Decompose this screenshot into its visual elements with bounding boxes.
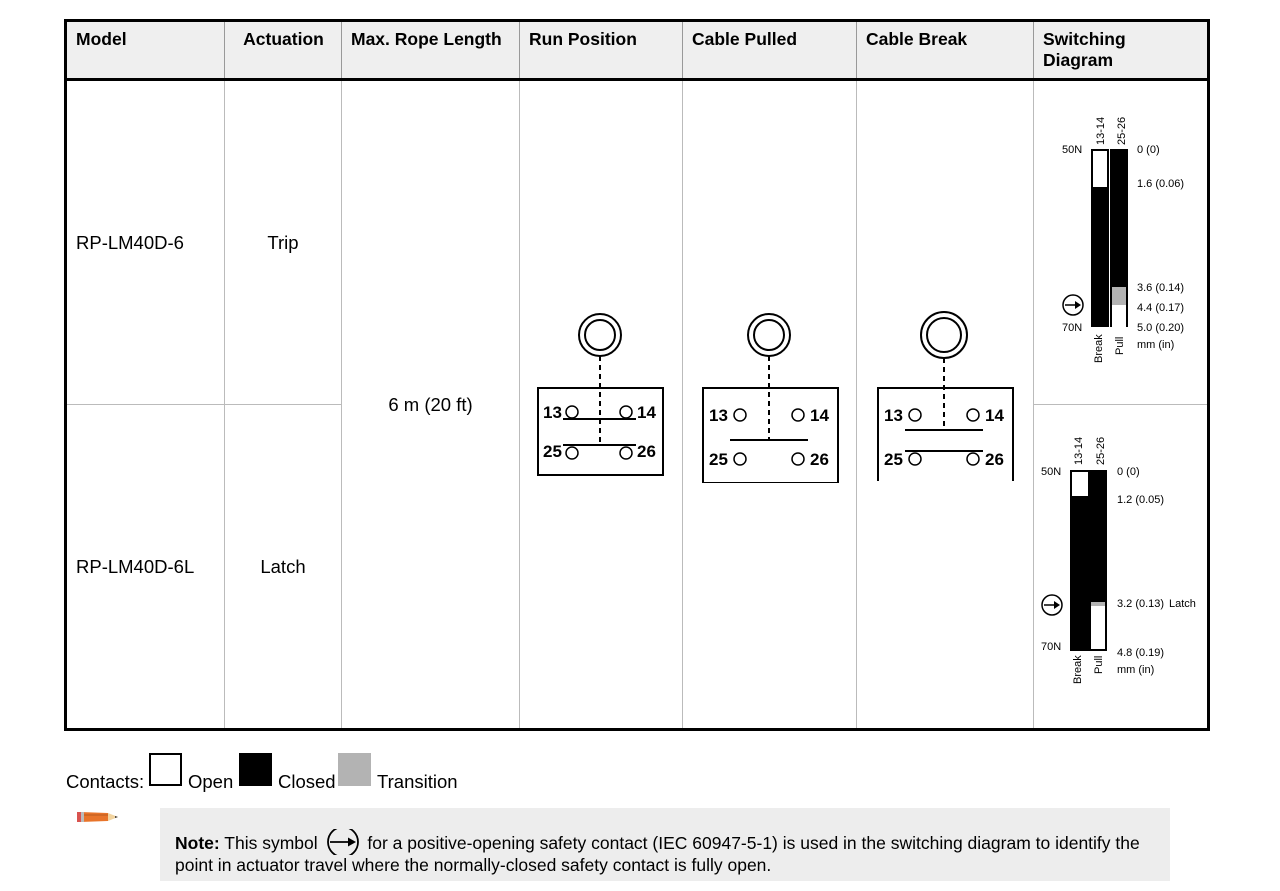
contacts-legend (66, 753, 566, 793)
table-row (66, 80, 1209, 405)
header-model: Model (66, 21, 225, 80)
header-actuation: Actuation (225, 21, 342, 80)
col-label-25-26: 25-26 (1095, 436, 1107, 465)
position-label: 1.2 (0.05) (1117, 494, 1165, 506)
contact-label-25: 25 (543, 442, 562, 461)
col-label-25-26: 25-26 (1116, 116, 1128, 145)
positive-opening-icon (1042, 595, 1062, 615)
pull-label: Pull (1114, 336, 1126, 355)
switching-diagram-latch (1034, 405, 1208, 723)
legend-prefix: Contacts: (66, 771, 145, 792)
col-label-13-14: 13-14 (1095, 116, 1107, 145)
note-text-before: This symbol (224, 833, 318, 853)
pencil-icon (76, 810, 120, 824)
contact-label-26: 26 (637, 442, 656, 461)
force-bottom-label: 70N (1062, 322, 1083, 334)
force-bottom-label: 70N (1041, 641, 1062, 653)
header-rope-length: Max. Rope Length (342, 21, 520, 80)
contact-label-14: 14 (810, 406, 829, 425)
position-label: 0 (0) (1137, 144, 1160, 156)
col-label-13-14: 13-14 (1073, 436, 1085, 465)
latch-label: Latch (1169, 598, 1196, 610)
header-run-position: Run Position (520, 21, 683, 80)
contact-label-14: 14 (985, 406, 1004, 425)
note-text-after: for a positive-opening safety contact (IEC 60947-5-1) is used in the switching diagram to identify the point in actuator travel where the normally-closed safety contact is fully open. (175, 833, 1140, 875)
break-label: Break (1072, 655, 1084, 684)
positive-opening-icon (325, 829, 361, 855)
break-label: Break (1093, 334, 1105, 363)
model-cell: RP-LM40D-6L (76, 555, 195, 577)
header-cable-pulled: Cable Pulled (683, 21, 857, 80)
legend-transition-swatch (338, 753, 371, 786)
note-box (160, 808, 1170, 881)
force-top-label: 50N (1041, 466, 1062, 478)
contact-label-13: 13 (884, 406, 903, 425)
legend-closed-label: Closed (278, 771, 336, 792)
legend-transition-label: Transition (377, 771, 458, 792)
units-label: mm (in) (1137, 339, 1175, 351)
rope-length-cell: 6 m (20 ft) (342, 80, 520, 730)
position-label: 4.8 (0.19) (1117, 647, 1165, 659)
cable-pulled-diagram (702, 313, 842, 483)
legend-open-label: Open (188, 771, 234, 792)
actuation-cell: Latch (225, 405, 342, 730)
cable-break-diagram (877, 311, 1017, 481)
contact-label-26: 26 (985, 450, 1004, 469)
contact-label-13: 13 (543, 403, 562, 422)
contact-label-14: 14 (637, 403, 656, 422)
legend-open-swatch (149, 753, 182, 786)
pull-label: Pull (1093, 655, 1105, 674)
cable-break-cell (857, 80, 1034, 730)
note-label: Note: (175, 833, 220, 853)
actuation-cell: Trip (225, 80, 342, 405)
contact-label-25: 25 (709, 450, 728, 469)
position-label: 4.4 (0.17) (1137, 302, 1185, 314)
position-label: 0 (0) (1117, 466, 1140, 478)
force-top-label: 50N (1062, 144, 1083, 156)
positive-opening-icon (1063, 295, 1083, 315)
model-cell: RP-LM40D-6 (66, 80, 225, 405)
position-label: 3.6 (0.14) (1137, 282, 1185, 294)
contact-label-25: 25 (884, 450, 903, 469)
header-row (66, 21, 1209, 80)
switching-diagram-trip (1034, 81, 1208, 399)
header-switching-diagram: Switching Diagram (1034, 21, 1209, 80)
position-label: 1.6 (0.06) (1137, 178, 1185, 190)
run-position-diagram (537, 313, 667, 477)
switching-diagram-trip-cell (1034, 80, 1209, 405)
switching-diagram-latch-cell (1034, 405, 1209, 730)
contact-label-13: 13 (709, 406, 728, 425)
units-label: mm (in) (1117, 664, 1155, 676)
spec-table (64, 19, 1210, 731)
position-label: 3.2 (0.13) (1117, 598, 1165, 610)
header-cable-break: Cable Break (857, 21, 1034, 80)
position-label: 5.0 (0.20) (1137, 322, 1185, 334)
contact-label-26: 26 (810, 450, 829, 469)
legend-closed-swatch (239, 753, 272, 786)
run-position-cell (520, 80, 683, 730)
cable-pulled-cell (683, 80, 857, 730)
